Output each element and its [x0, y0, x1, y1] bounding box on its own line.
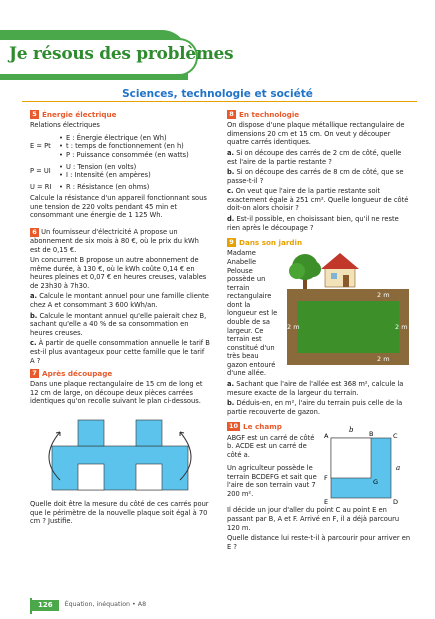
exercise-title: Dans son jardin: [239, 238, 303, 248]
dimension-label: 2 m: [377, 291, 390, 300]
question-a: Calcule le montant annuel pour une famille cliente chez A et consommant 3 600 kWh/an.: [30, 292, 209, 310]
question-label: b.: [227, 399, 235, 408]
exercise-text: Calcule la résistance d'un appareil fonctionnant sous une tension de 220 volts pendant 45 min et consommant une énergie de 1 125 Wh.: [30, 194, 207, 220]
dimension-label: 2 m: [377, 355, 390, 364]
question-c: On veut que l'aire de la partie restante soit exactement égale à 251 cm². Quelle longueur de côté doit-on alors choisir ?: [227, 187, 409, 213]
formula-energy: E = Pt: [30, 142, 51, 151]
exercise-title: Le champ: [243, 422, 282, 432]
exercise-title: En technologie: [239, 110, 300, 119]
exercise-10: [227, 422, 411, 551]
legend-item: • I : Intensité (en ampères): [58, 171, 151, 180]
question-label: b.: [30, 311, 38, 320]
exercise-number: 9: [227, 238, 236, 247]
question-label: c.: [30, 339, 37, 348]
legend-item: • R : Résistance (en ohms): [58, 183, 149, 192]
question-a: Si on découpe des carrés de 2 cm de côté, quelle est l'aire de la partie restante ?: [227, 148, 402, 166]
cutout-figure: [30, 408, 210, 498]
side-label: a: [396, 464, 401, 473]
section-title: Sciences, technologie et société: [122, 88, 313, 100]
footer: [32, 600, 146, 611]
question-d: Est-il possible, en choisissant bien, qu'il ne reste rien après le découpage ?: [227, 215, 399, 232]
question-b: Déduis-en, en m², l'aire du terrain puis celle de la partie recouverte de gazon.: [227, 399, 403, 416]
formula-voltage: U = RI: [30, 182, 52, 191]
question-b: Calcule le montant annuel qu'elle paierait chez B, sachant qu'elle a 40 % de sa consommation en heures creuses.: [30, 311, 207, 337]
page-number: 126: [32, 600, 59, 611]
question-c: À partir de quelle consommation annuelle le tarif B est-il plus avantageux pour cette famille que le tarif A ?: [30, 339, 210, 365]
exercise-8: [227, 110, 411, 232]
exercise-number: 7: [30, 369, 39, 378]
dimension-label: 2 m: [395, 323, 408, 332]
field-figure: [321, 422, 405, 506]
exercise-text: Un agriculteur possède le terrain BCDEFG et sait que l'aire de son terrain vaut 7 200 m².: [227, 464, 317, 499]
exercise-question: Quelle distance lui reste-t-il à parcourir pour arriver en E ?: [227, 534, 411, 551]
garden-figure: [283, 249, 411, 369]
exercise-7: [30, 369, 210, 526]
exercise-number: 10: [229, 422, 239, 431]
exercise-6: [30, 228, 210, 365]
point-label: C: [393, 432, 398, 441]
point-label: F: [324, 474, 328, 483]
legend-item: • t : temps de fonctionnement (en h): [58, 142, 189, 151]
formula-legend: [58, 163, 151, 180]
formula-legend: [58, 183, 149, 192]
question-label: b.: [227, 168, 235, 177]
question-label: a.: [227, 148, 235, 157]
question-a: Sachant que l'aire de l'allée est 368 m², calcule la mesure exacte de la largeur du terrain.: [227, 380, 404, 397]
exercise-text: Dans une plaque rectangulaire de 15 cm de long et 12 cm de large, on découpe deux pièces carrées identiques qu'on recolle suivant le plan ci-dessous.: [30, 380, 203, 406]
section-divider: [22, 101, 417, 102]
point-label: D: [393, 498, 399, 507]
exercise-title: Énergie électrique: [42, 110, 117, 119]
left-column: [30, 110, 210, 528]
exercise-title: Après découpage: [42, 369, 113, 379]
point-label: G: [373, 478, 379, 487]
footer-text: Équation, inéquation • A8: [64, 601, 147, 609]
exercise-text: Il décide un jour d'aller du point C au point E en passant par B, A et F. Arrivé en F, il a déjà parcouru 120 m.: [227, 506, 400, 532]
question-b: Si on découpe des carrés de 8 cm de côté, que se passe-t-il ?: [227, 168, 404, 185]
exercise-question: Quelle doit être la mesure du côté de ces carrés pour que le périmètre de la nouvelle plaque soit égal à 70 cm ? Justifie.: [30, 500, 209, 526]
exercise-9: [227, 238, 411, 416]
formula-power: P = UI: [30, 166, 51, 175]
exercise-text: ABGF est un carré de côté b. ACDE est un carré de côté a.: [227, 433, 315, 459]
exercise-text: On dispose d'une plaque métallique rectangulaire de dimensions 20 cm et 15 cm. On veut y découper quatre carrés identiques.: [227, 121, 405, 147]
formula-legend: [58, 134, 189, 160]
exercise-intro2: Un concurrent B propose un autre abonnement de même durée, à 130 €, où le kWh coûte 0,14 € en heures pleines et 0,07 € en heures creuses, valables de 23h30 à 7h30.: [30, 256, 207, 290]
exercise-text: Madame Anabelle Pelouse possède un terrain rectangulaire dont la longueur est le double de sa largeur. Ce terrain est constitué d'un très beau gazon entouré d'une allée.: [227, 249, 278, 378]
house-icon: [321, 253, 359, 269]
right-column: [227, 110, 411, 553]
legend-item: • U : Tension (en volts): [58, 163, 151, 172]
side-label: b: [349, 426, 354, 435]
dimension-label: 2 m: [287, 323, 300, 332]
page-title: Je résous des problèmes: [9, 44, 234, 64]
question-label: d.: [227, 215, 235, 223]
exercise-number: 8: [227, 110, 236, 119]
legend-item: • P : Puissance consommée (en watts): [58, 151, 189, 160]
question-label: a.: [227, 380, 235, 389]
point-label: A: [324, 432, 329, 441]
point-label: E: [324, 498, 329, 507]
exercise-number: 6: [30, 228, 39, 237]
exercise-subtitle: Relations électriques: [30, 121, 100, 130]
point-label: B: [369, 430, 374, 439]
exercise-number: 5: [30, 110, 39, 119]
exercise-intro: Un fournisseur d'électricité A propose un abonnement de six mois à 80 €, où le prix du kWh est de 0,15 €.: [30, 228, 199, 254]
question-label: a.: [30, 292, 38, 301]
legend-item: • E : Énergie électrique (en Wh): [58, 134, 189, 143]
question-label: c.: [227, 187, 234, 196]
exercise-5: [30, 110, 210, 220]
